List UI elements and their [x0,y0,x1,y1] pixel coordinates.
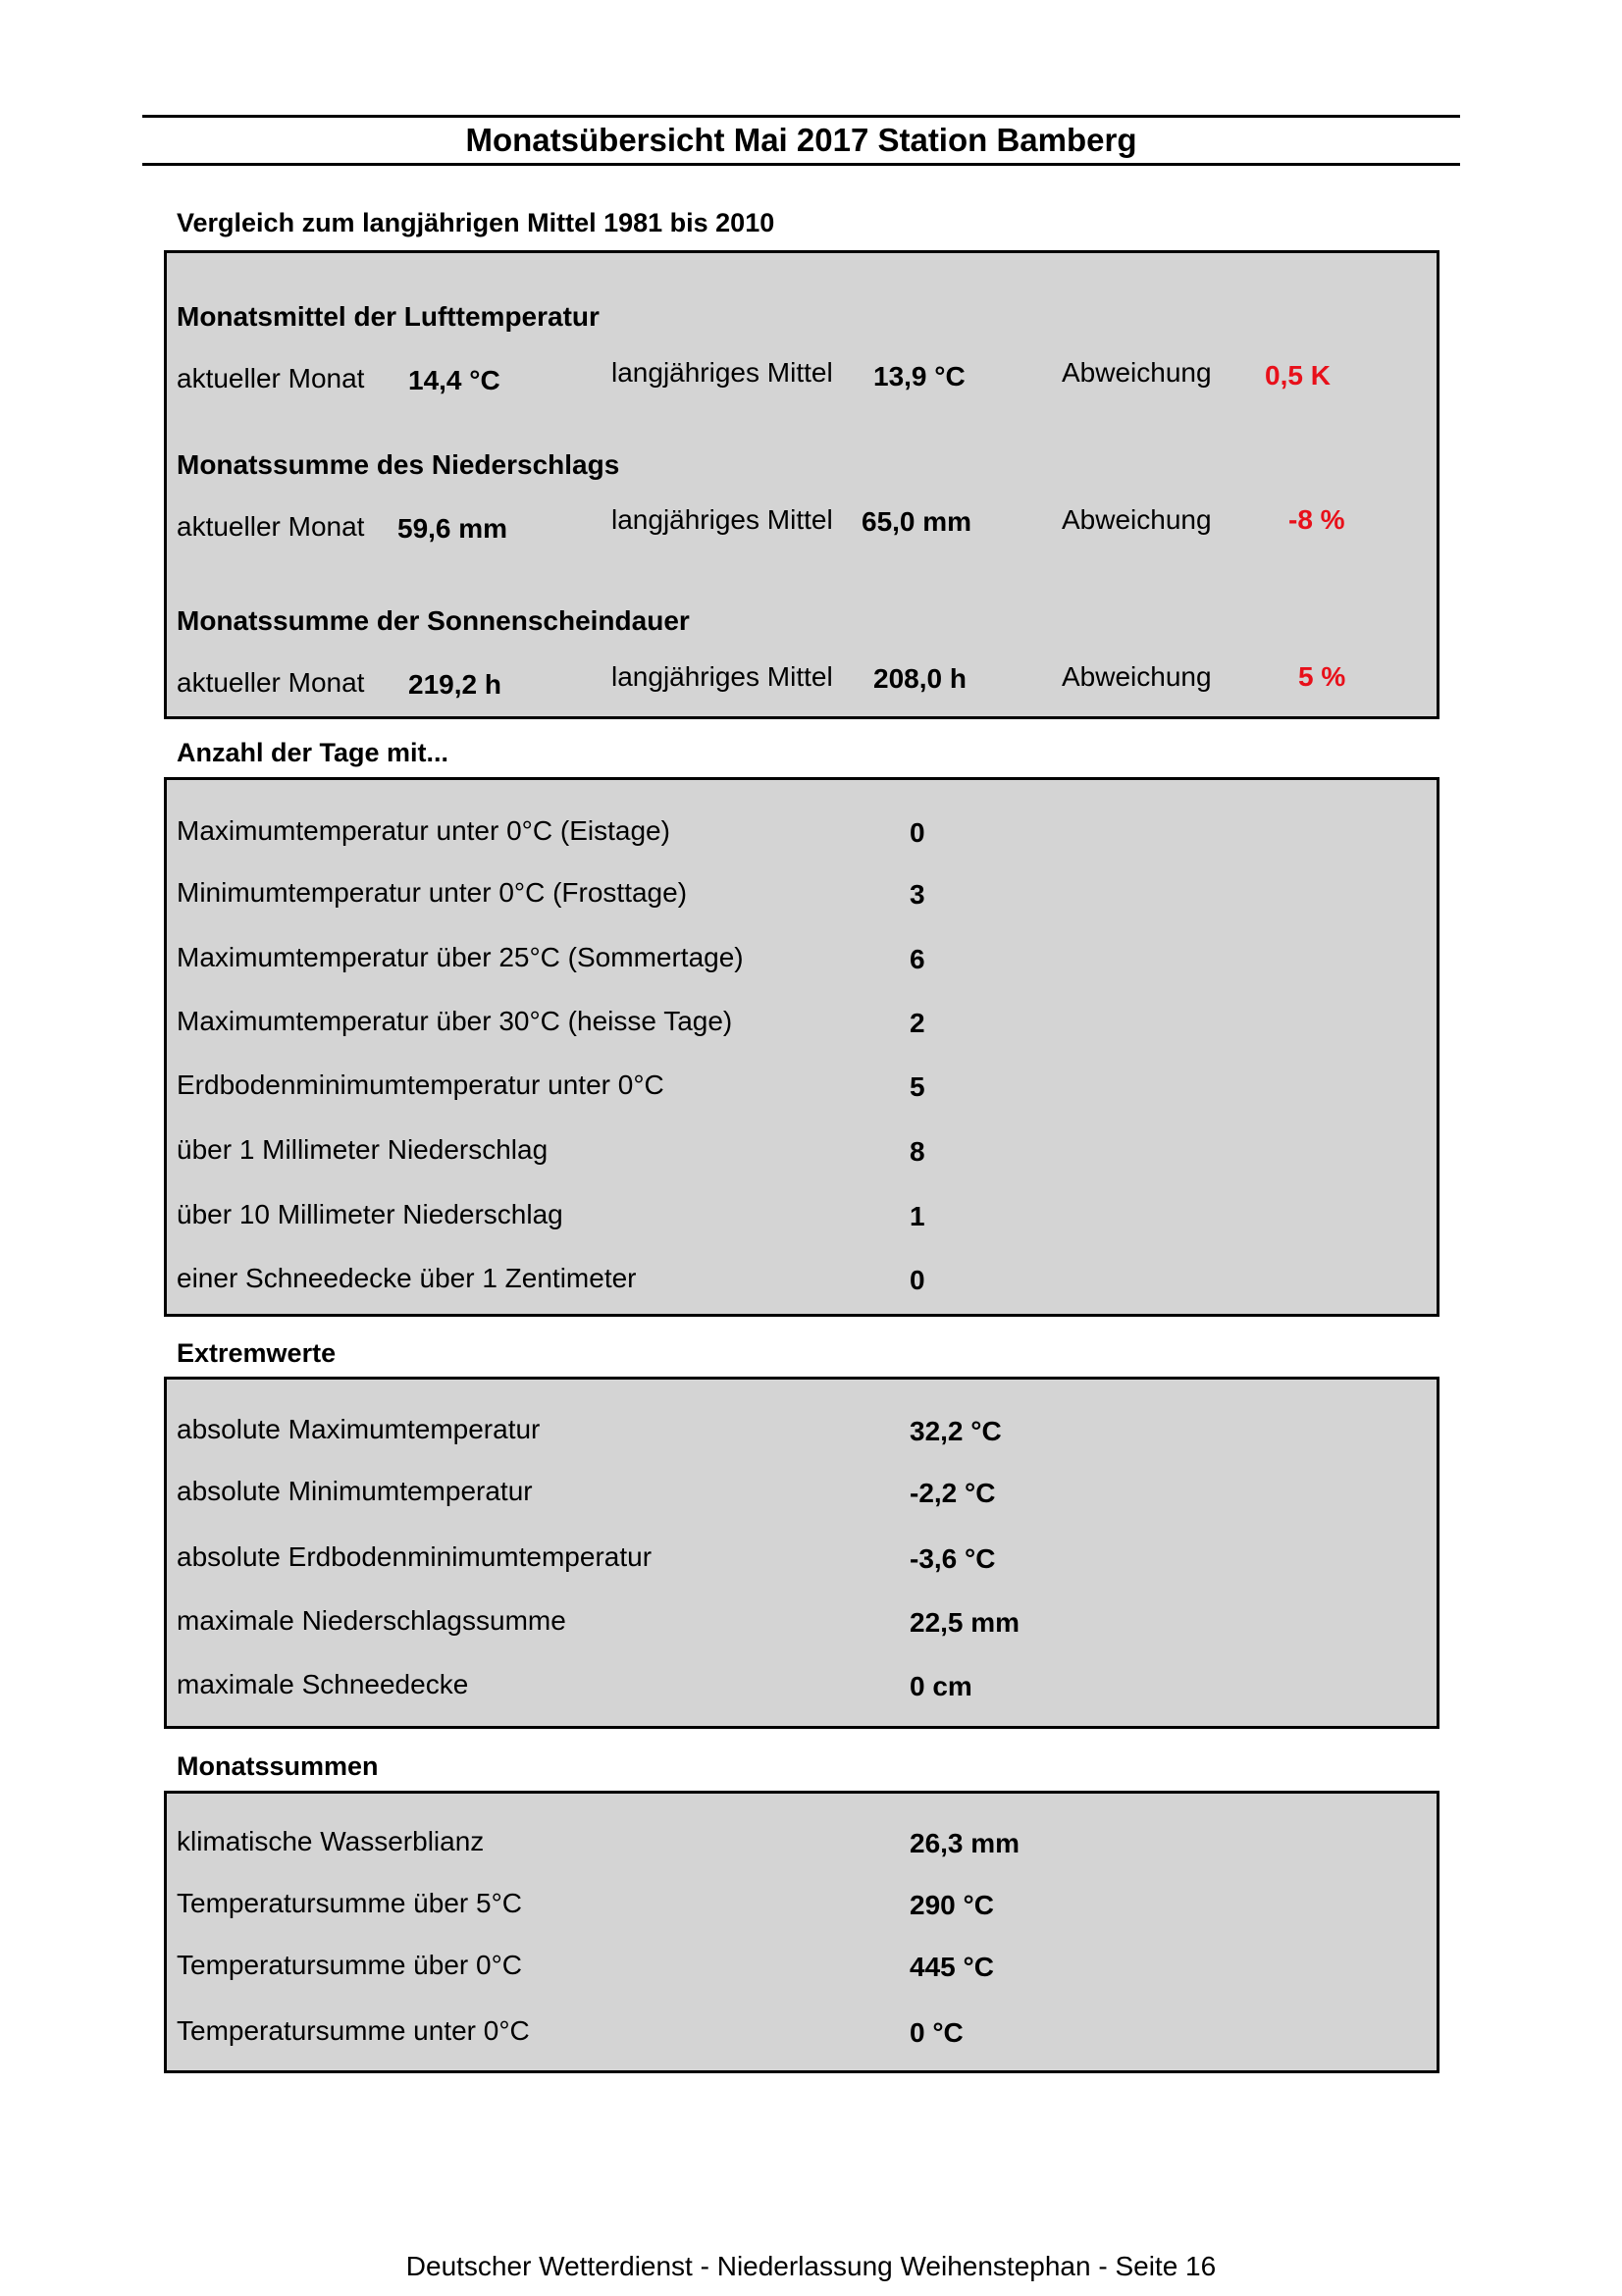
row-value: 3 [910,879,925,910]
row-label: Maximumtemperatur über 25°C (Sommertage) [177,942,744,972]
page-title: Monatsübersicht Mai 2017 Station Bamberg [465,122,1137,158]
days-heading: Anzahl der Tage mit... [177,738,449,767]
row-value: 32,2 °C [910,1416,1002,1446]
top-rule [142,115,1460,118]
row-label: Maximumtemperatur über 30°C (heisse Tage) [177,1006,733,1036]
row-value: -3,6 °C [910,1543,996,1574]
deviation-value: 0,5 K [1265,360,1331,391]
deviation-label: Abweichung [1062,357,1212,388]
row-label: klimatische Wasserblianz [177,1826,485,1856]
current-label: aktueller Monat [177,511,365,542]
row-value: 2 [910,1008,925,1038]
mean-label: langjähriges Mittel [611,504,833,535]
comparison-heading: Vergleich zum langjährigen Mittel 1981 bis 2010 [177,208,775,237]
deviation-value: -8 % [1288,504,1345,535]
block-title-temperature: Monatsmittel der Lufttemperatur [177,301,600,332]
current-value: 59,6 mm [397,513,508,544]
row-value: 5 [910,1071,925,1102]
current-label: aktueller Monat [177,363,365,393]
row-label: maximale Niederschlagssumme [177,1605,566,1636]
block-title-sunshine: Monatssumme der Sonnenscheindauer [177,605,690,636]
row-value: 0 cm [910,1671,972,1701]
mean-label: langjähriges Mittel [611,661,833,692]
sums-heading: Monatssummen [177,1751,379,1781]
mean-label: langjähriges Mittel [611,357,833,388]
deviation-label: Abweichung [1062,661,1212,692]
current-label: aktueller Monat [177,667,365,698]
row-value: 0 °C [910,2017,964,2048]
row-label: absolute Maximumtemperatur [177,1414,541,1444]
row-label: Temperatursumme über 5°C [177,1888,522,1918]
row-label: Temperatursumme über 0°C [177,1950,522,1980]
row-label: über 1 Millimeter Niederschlag [177,1134,549,1165]
row-value: 6 [910,944,925,974]
row-value: 290 °C [910,1890,994,1920]
current-value: 219,2 h [408,669,501,700]
row-value: 445 °C [910,1952,994,1982]
mean-value: 13,9 °C [873,361,966,391]
title-rule [142,163,1460,166]
row-value: 8 [910,1136,925,1167]
row-label: Temperatursumme unter 0°C [177,2015,530,2046]
row-label: Maximumtemperatur unter 0°C (Eistage) [177,815,670,846]
deviation-label: Abweichung [1062,504,1212,535]
row-label: absolute Erdbodenminimumtemperatur [177,1541,653,1572]
row-value: 22,5 mm [910,1607,1020,1638]
block-title-precipitation: Monatssumme des Niederschlags [177,449,620,480]
days-box [164,777,1439,1317]
deviation-value: 5 % [1298,661,1346,692]
row-label: über 10 Millimeter Niederschlag [177,1199,563,1229]
row-label: einer Schneedecke über 1 Zentimeter [177,1263,637,1293]
row-label: maximale Schneedecke [177,1669,469,1699]
row-value: 0 [910,817,925,848]
row-label: absolute Minimumtemperatur [177,1476,533,1506]
extremes-heading: Extremwerte [177,1338,337,1368]
row-label: Minimumtemperatur unter 0°C (Frosttage) [177,877,688,908]
page-footer: Deutscher Wetterdienst - Niederlassung Weihenstephan - Seite 16 [405,2251,1217,2281]
row-value: 0 [910,1265,925,1295]
row-label: Erdbodenminimumtemperatur unter 0°C [177,1070,664,1100]
row-value: 26,3 mm [910,1828,1020,1858]
row-value: -2,2 °C [910,1478,996,1508]
row-value: 1 [910,1201,925,1231]
mean-value: 65,0 mm [862,506,972,537]
current-value: 14,4 °C [408,365,500,395]
mean-value: 208,0 h [873,663,967,694]
